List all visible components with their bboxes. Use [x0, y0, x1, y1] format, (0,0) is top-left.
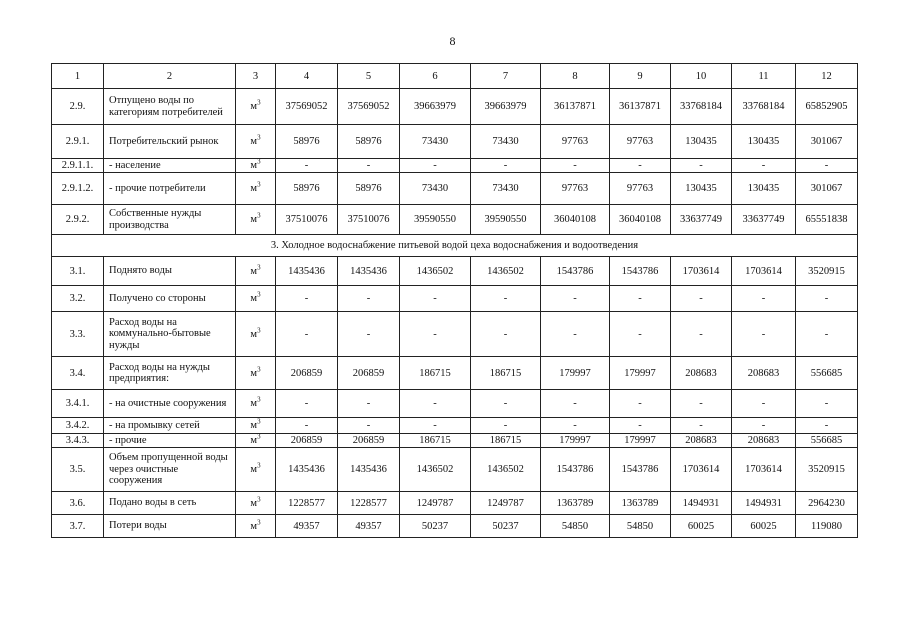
value-cell: 33637749 — [671, 205, 732, 235]
value-cell: 36137871 — [541, 89, 610, 125]
row-number: 3.5. — [52, 448, 104, 492]
value-cell: - — [338, 418, 400, 434]
unit-cell — [236, 390, 276, 418]
value-cell: 49357 — [338, 515, 400, 538]
unit-base: м — [250, 293, 258, 304]
value-cell: - — [400, 286, 471, 312]
row-name: Получено со стороны — [104, 286, 236, 312]
unit-cell — [236, 159, 276, 173]
row-number: 3.4. — [52, 357, 104, 390]
row-number: 3.2. — [52, 286, 104, 312]
unit-base: м — [250, 136, 258, 147]
unit-cell — [236, 89, 276, 125]
row-number: 3.4.2. — [52, 418, 104, 434]
value-cell: 556685 — [796, 357, 858, 390]
value-cell: 1494931 — [732, 492, 796, 515]
table-row — [52, 205, 858, 235]
unit-power: 3 — [257, 290, 261, 299]
value-cell: 73430 — [471, 125, 541, 159]
value-cell: - — [400, 159, 471, 173]
row-number: 3.6. — [52, 492, 104, 515]
value-cell: 36040108 — [610, 205, 671, 235]
header-cell: 10 — [671, 64, 732, 89]
unit-power: 3 — [257, 263, 261, 271]
value-cell: - — [610, 159, 671, 173]
value-cell: - — [276, 159, 338, 173]
value-cell: 186715 — [400, 357, 471, 390]
value-cell: - — [671, 390, 732, 418]
row-name: Поднято воды — [104, 257, 236, 286]
value-cell: - — [471, 390, 541, 418]
value-cell: 206859 — [276, 434, 338, 448]
value-cell: 208683 — [671, 434, 732, 448]
value-cell: 1703614 — [732, 257, 796, 286]
unit-cell — [236, 492, 276, 515]
value-cell: - — [338, 312, 400, 357]
unit-base: м — [250, 214, 258, 225]
table-row — [52, 312, 858, 357]
value-cell: 3520915 — [796, 448, 858, 492]
unit-power: 3 — [257, 518, 261, 526]
value-cell: 1435436 — [338, 448, 400, 492]
unit-cell — [236, 434, 276, 448]
value-cell: 130435 — [671, 173, 732, 205]
row-name: Собственные нужды производства — [104, 205, 236, 235]
value-cell: - — [541, 390, 610, 418]
value-cell: 556685 — [796, 434, 858, 448]
unit-base: м — [250, 420, 258, 431]
value-cell: 39590550 — [471, 205, 541, 235]
value-cell: - — [732, 390, 796, 418]
unit-base: м — [250, 398, 258, 409]
value-cell: 208683 — [671, 357, 732, 390]
value-cell: 54850 — [541, 515, 610, 538]
value-cell: 1249787 — [471, 492, 541, 515]
value-cell: - — [671, 286, 732, 312]
row-number: 2.9.1. — [52, 125, 104, 159]
value-cell: - — [541, 286, 610, 312]
value-cell: 36040108 — [541, 205, 610, 235]
value-cell: - — [471, 418, 541, 434]
unit-power: 3 — [257, 495, 261, 503]
value-cell: 1543786 — [610, 448, 671, 492]
table-row — [52, 357, 858, 390]
value-cell: - — [732, 418, 796, 434]
value-cell: - — [276, 390, 338, 418]
row-name: Объем пропущенной воды через очистные сооружения — [104, 448, 236, 492]
value-cell: - — [671, 312, 732, 357]
value-cell: 2964230 — [796, 492, 858, 515]
value-cell: 50237 — [471, 515, 541, 538]
value-cell: 1435436 — [338, 257, 400, 286]
header-cell: 12 — [796, 64, 858, 89]
header-cell: 3 — [236, 64, 276, 89]
table-row — [52, 434, 858, 448]
unit-cell — [236, 173, 276, 205]
value-cell: - — [796, 390, 858, 418]
value-cell: - — [671, 418, 732, 434]
row-name: - на промывку сетей — [104, 418, 236, 434]
unit-base: м — [250, 367, 258, 379]
row-number: 3.4.3. — [52, 434, 104, 448]
header-cell: 4 — [276, 64, 338, 89]
table-row — [52, 492, 858, 515]
table-row — [52, 286, 858, 312]
value-cell: 208683 — [732, 357, 796, 390]
value-cell: 60025 — [732, 515, 796, 538]
value-cell: - — [671, 159, 732, 173]
row-number: 3.3. — [52, 312, 104, 357]
unit-power: 3 — [257, 211, 261, 220]
unit-base: м — [250, 101, 258, 112]
table-row — [52, 418, 858, 434]
value-cell: - — [471, 312, 541, 357]
value-cell: 58976 — [338, 173, 400, 205]
value-cell: 58976 — [276, 173, 338, 205]
value-cell: 1249787 — [400, 492, 471, 515]
value-cell: 208683 — [732, 434, 796, 448]
row-number: 3.4.1. — [52, 390, 104, 418]
value-cell: 97763 — [610, 173, 671, 205]
table-row — [52, 257, 858, 286]
unit-power: 3 — [257, 365, 261, 373]
unit-cell — [236, 257, 276, 286]
table-row — [52, 159, 858, 173]
value-cell: 1703614 — [732, 448, 796, 492]
value-cell: 49357 — [276, 515, 338, 538]
unit-cell — [236, 205, 276, 235]
row-name: - население — [104, 159, 236, 173]
value-cell: - — [338, 159, 400, 173]
row-name: - на очистные сооружения — [104, 390, 236, 418]
row-number: 2.9. — [52, 89, 104, 125]
value-cell: 73430 — [400, 125, 471, 159]
table-row — [52, 515, 858, 538]
value-cell: 1703614 — [671, 448, 732, 492]
value-cell: - — [732, 286, 796, 312]
value-cell: 1703614 — [671, 257, 732, 286]
value-cell: 186715 — [400, 434, 471, 448]
value-cell: - — [610, 286, 671, 312]
value-cell: 206859 — [338, 434, 400, 448]
value-cell: 1436502 — [400, 257, 471, 286]
value-cell: 97763 — [541, 125, 610, 159]
row-name: Потребительский рынок — [104, 125, 236, 159]
header-cell: 5 — [338, 64, 400, 89]
section-row — [52, 235, 858, 257]
unit-base: м — [250, 328, 258, 340]
value-cell: 73430 — [400, 173, 471, 205]
value-cell: 186715 — [471, 434, 541, 448]
value-cell: - — [471, 286, 541, 312]
unit-cell — [236, 125, 276, 159]
unit-cell — [236, 286, 276, 312]
value-cell: - — [400, 312, 471, 357]
unit-base: м — [250, 160, 258, 171]
value-cell: 179997 — [541, 357, 610, 390]
value-cell: 1435436 — [276, 257, 338, 286]
unit-power: 3 — [257, 395, 261, 404]
unit-base: м — [250, 265, 258, 277]
value-cell: - — [610, 312, 671, 357]
value-cell: 73430 — [471, 173, 541, 205]
unit-base: м — [250, 464, 258, 475]
value-cell: 1228577 — [338, 492, 400, 515]
value-cell: 130435 — [671, 125, 732, 159]
table-row — [52, 448, 858, 492]
table-row — [52, 173, 858, 205]
row-number: 2.9.2. — [52, 205, 104, 235]
value-cell: 1436502 — [471, 257, 541, 286]
value-cell: 65852905 — [796, 89, 858, 125]
row-name: Отпущено воды по категориям потребителей — [104, 89, 236, 125]
header-cell: 7 — [471, 64, 541, 89]
unit-power: 3 — [257, 461, 261, 470]
unit-power: 3 — [257, 98, 261, 107]
value-cell: 1363789 — [610, 492, 671, 515]
value-cell: 179997 — [610, 434, 671, 448]
unit-base: м — [250, 435, 258, 446]
unit-power: 3 — [257, 133, 261, 142]
value-cell: - — [796, 286, 858, 312]
unit-base: м — [250, 183, 258, 194]
unit-cell — [236, 515, 276, 538]
value-cell: 39663979 — [471, 89, 541, 125]
unit-power: 3 — [257, 417, 261, 426]
value-cell: 1435436 — [276, 448, 338, 492]
unit-base: м — [250, 520, 258, 532]
value-cell: - — [796, 418, 858, 434]
unit-power: 3 — [257, 180, 261, 189]
row-number: 2.9.1.2. — [52, 173, 104, 205]
header-cell: 8 — [541, 64, 610, 89]
value-cell: 33637749 — [732, 205, 796, 235]
value-cell: 54850 — [610, 515, 671, 538]
value-cell: 206859 — [338, 357, 400, 390]
value-cell: 179997 — [541, 434, 610, 448]
unit-cell — [236, 357, 276, 390]
value-cell: 119080 — [796, 515, 858, 538]
value-cell: 1436502 — [400, 448, 471, 492]
value-cell: 33768184 — [671, 89, 732, 125]
value-cell: 50237 — [400, 515, 471, 538]
value-cell: 130435 — [732, 173, 796, 205]
value-cell: 33768184 — [732, 89, 796, 125]
value-cell: 3520915 — [796, 257, 858, 286]
value-cell: 1543786 — [541, 257, 610, 286]
value-cell: 37510076 — [276, 205, 338, 235]
value-cell: - — [541, 312, 610, 357]
value-cell: 1543786 — [610, 257, 671, 286]
value-cell: 1228577 — [276, 492, 338, 515]
value-cell: 37569052 — [276, 89, 338, 125]
unit-cell — [236, 448, 276, 492]
header-cell: 2 — [104, 64, 236, 89]
row-name: Потери воды — [104, 515, 236, 538]
value-cell: - — [276, 312, 338, 357]
header-row — [52, 64, 858, 89]
unit-base: м — [250, 497, 258, 509]
value-cell: 60025 — [671, 515, 732, 538]
water-balance-table — [51, 63, 858, 538]
value-cell: - — [541, 418, 610, 434]
row-name: - прочие — [104, 434, 236, 448]
header-cell: 9 — [610, 64, 671, 89]
value-cell: 97763 — [610, 125, 671, 159]
value-cell: 65551838 — [796, 205, 858, 235]
value-cell: 39663979 — [400, 89, 471, 125]
value-cell: 97763 — [541, 173, 610, 205]
table-row — [52, 89, 858, 125]
value-cell: 36137871 — [610, 89, 671, 125]
value-cell: - — [471, 159, 541, 173]
value-cell: 1494931 — [671, 492, 732, 515]
value-cell: - — [796, 159, 858, 173]
unit-power: 3 — [257, 326, 261, 334]
value-cell: 179997 — [610, 357, 671, 390]
unit-power: 3 — [257, 158, 261, 166]
value-cell: 1436502 — [471, 448, 541, 492]
value-cell: 186715 — [471, 357, 541, 390]
section-title: 3. Холодное водоснабжение питьевой водой цеха водоснабжения и водоотведения — [52, 235, 858, 257]
value-cell: 37569052 — [338, 89, 400, 125]
value-cell: - — [732, 312, 796, 357]
value-cell: 301067 — [796, 125, 858, 159]
value-cell: - — [541, 159, 610, 173]
value-cell: - — [276, 418, 338, 434]
value-cell: - — [732, 159, 796, 173]
row-name: - прочие потребители — [104, 173, 236, 205]
table-row — [52, 125, 858, 159]
value-cell: 58976 — [338, 125, 400, 159]
value-cell: 301067 — [796, 173, 858, 205]
value-cell: - — [276, 286, 338, 312]
unit-cell — [236, 312, 276, 357]
value-cell: 130435 — [732, 125, 796, 159]
value-cell: 1363789 — [541, 492, 610, 515]
value-cell: - — [400, 390, 471, 418]
value-cell: - — [338, 286, 400, 312]
row-name: Расход воды на нужды предприятия: — [104, 357, 236, 390]
value-cell: 58976 — [276, 125, 338, 159]
header-cell: 11 — [732, 64, 796, 89]
row-number: 2.9.1.1. — [52, 159, 104, 173]
page-number: 8 — [449, 34, 456, 48]
value-cell: - — [610, 418, 671, 434]
unit-power: 3 — [257, 433, 261, 441]
value-cell: 37510076 — [338, 205, 400, 235]
unit-cell — [236, 418, 276, 434]
table-row — [52, 390, 858, 418]
row-number: 3.7. — [52, 515, 104, 538]
header-cell: 6 — [400, 64, 471, 89]
header-cell: 1 — [52, 64, 104, 89]
value-cell: 39590550 — [400, 205, 471, 235]
value-cell: - — [400, 418, 471, 434]
value-cell: 206859 — [276, 357, 338, 390]
value-cell: - — [610, 390, 671, 418]
row-number: 3.1. — [52, 257, 104, 286]
value-cell: 1543786 — [541, 448, 610, 492]
value-cell: - — [796, 312, 858, 357]
row-name: Расход воды на коммунально-бытовые нужды — [104, 312, 236, 357]
value-cell: - — [338, 390, 400, 418]
row-name: Подано воды в сеть — [104, 492, 236, 515]
